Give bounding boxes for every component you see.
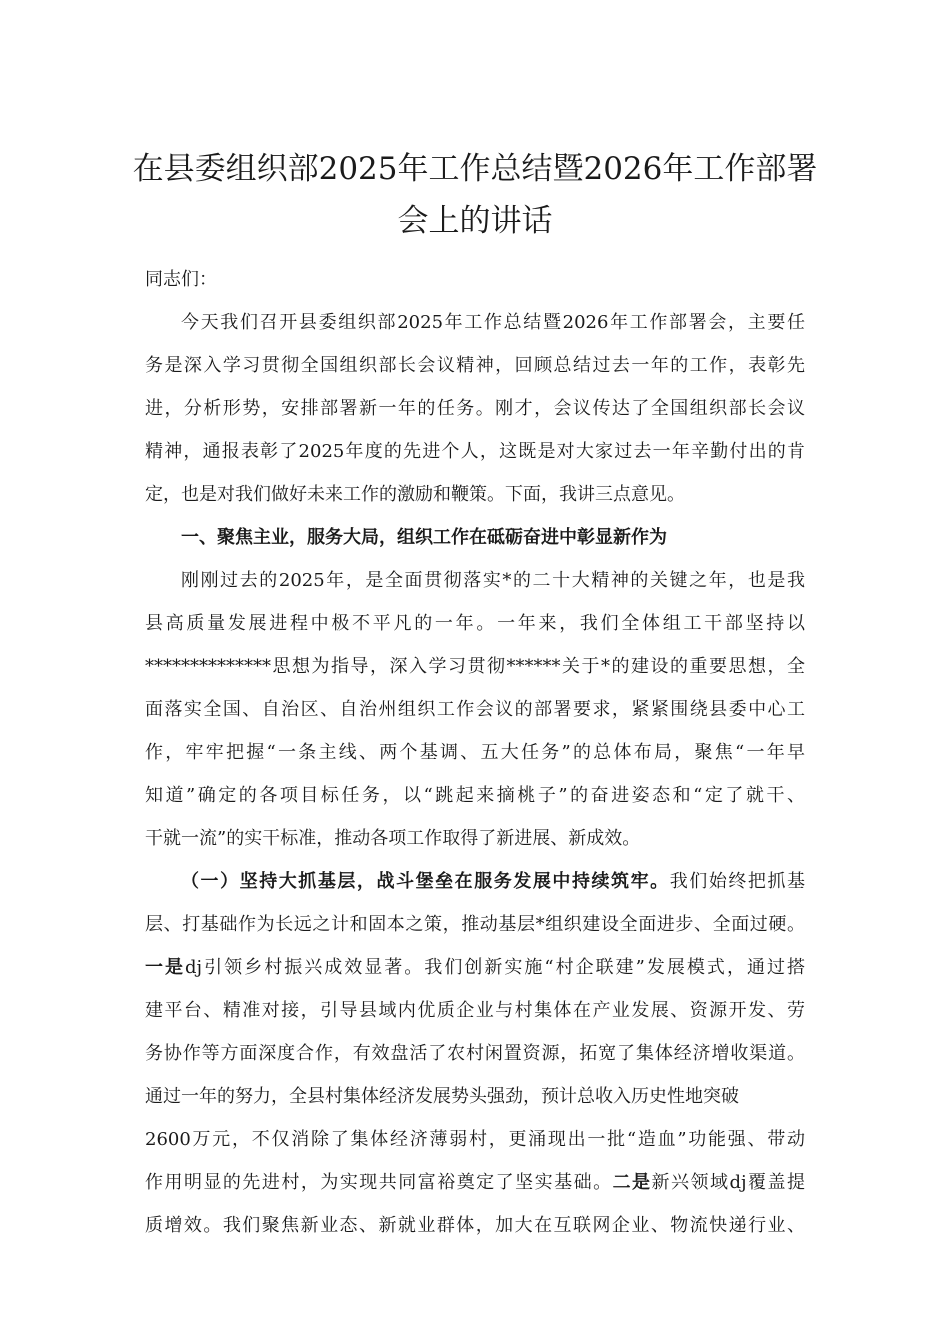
item-1-line: 建平台、精准对接，引导县域内优质企业与村集体在产业发展、资源开发、劳 bbox=[145, 1000, 805, 1021]
intro-line: 进，分析形势，安排部署新一年的任务。刚才，会议传达了全国组织部长会议 bbox=[145, 398, 805, 419]
item-2-label: 二是 bbox=[612, 1172, 652, 1193]
title-line-1: 在县委组织部2025年工作总结暨2026年工作部署 bbox=[132, 151, 818, 187]
item-1-first-line bbox=[145, 946, 805, 989]
section-1-line: 干就一流”的实干标准，推动各项工作取得了新进展、新成效。 bbox=[145, 828, 641, 849]
intro-line: 定，也是对我们做好未来工作的激励和鞭策。下面，我讲三点意见。 bbox=[145, 484, 685, 505]
section-1-line: 知道”确定的各项目标任务，以“跳起来摘桃子”的奋进姿态和“定了就干、 bbox=[145, 785, 805, 806]
section-1-line: 面落实全国、自治区、自治州组织工作会议的部署要求，紧紧围绕县委中心工 bbox=[145, 699, 805, 720]
document-title bbox=[120, 143, 830, 247]
section-1-line: **************思想为指导，深入学习贯彻******关于*的建设的重要思想，全 bbox=[145, 656, 805, 677]
subsection-1-heading: （一）坚持大抓基层，战斗堡垒在服务发展中持续筑牢。 bbox=[181, 871, 670, 892]
section-1-line: 作，牢牢把握“一条主线、两个基调、五大任务”的总体布局，聚焦“一年早 bbox=[145, 742, 805, 763]
item-1-line: 通过一年的努力，全县村集体经济发展势头强劲，预计总收入历史性地突破 bbox=[145, 1086, 739, 1107]
item-1-text: dj引领乡村振兴成效显著。我们创新实施“村企联建”发展模式，通过搭 bbox=[185, 957, 805, 978]
title-line-2: 会上的讲话 bbox=[397, 203, 553, 239]
item-1-last-text: 作用明显的先进村，为实现共同富裕奠定了坚实基础。 bbox=[145, 1172, 613, 1193]
item-2-line: 质增效。我们聚焦新业态、新就业群体，加大在互联网企业、物流快递行业、 bbox=[145, 1215, 805, 1236]
subsection-1-first-line bbox=[145, 860, 805, 903]
intro-paragraph bbox=[145, 301, 805, 516]
item-1-line: 2600万元，不仅消除了集体经济薄弱村，更涌现出一批“造血”功能强、带动 bbox=[145, 1129, 805, 1150]
intro-line: 今天我们召开县委组织部2025年工作总结暨2026年工作部署会，主要任 bbox=[181, 312, 805, 333]
item-1-line: 务协作等方面深度合作，有效盘活了农村闲置资源，拓宽了集体经济增收渠道。 bbox=[145, 1043, 805, 1064]
section-1-paragraph bbox=[145, 559, 805, 860]
item-2-first-line bbox=[145, 1161, 805, 1204]
section-1-heading: 一、聚焦主业，服务大局，组织工作在砥砺奋进中彰显新作为 bbox=[181, 527, 667, 548]
subsection-1-heading-rest: 我们始终把抓基 bbox=[669, 871, 805, 892]
item-2-text: 新兴领域dj覆盖提 bbox=[651, 1172, 805, 1193]
salutation: 同志们： bbox=[145, 269, 217, 290]
document-body bbox=[145, 258, 805, 1247]
item-1-label: 一是 bbox=[145, 957, 186, 978]
subsection-1-line: 层、打基础作为长远之计和固本之策，推动基层*组织建设全面进步、全面过硬。 bbox=[145, 914, 805, 935]
intro-line: 务是深入学习贯彻全国组织部长会议精神，回顾总结过去一年的工作，表彰先 bbox=[145, 355, 805, 376]
intro-line: 精神，通报表彰了2025年度的先进个人，这既是对大家过去一年辛勤付出的肯 bbox=[145, 441, 805, 462]
section-1-line: 县高质量发展进程中极不平凡的一年。一年来，我们全体组工干部坚持以 bbox=[145, 613, 805, 634]
subsection-1-paragraph bbox=[145, 860, 805, 1247]
section-1-line: 刚刚过去的2025年，是全面贯彻落实*的二十大精神的关键之年，也是我 bbox=[181, 570, 805, 591]
